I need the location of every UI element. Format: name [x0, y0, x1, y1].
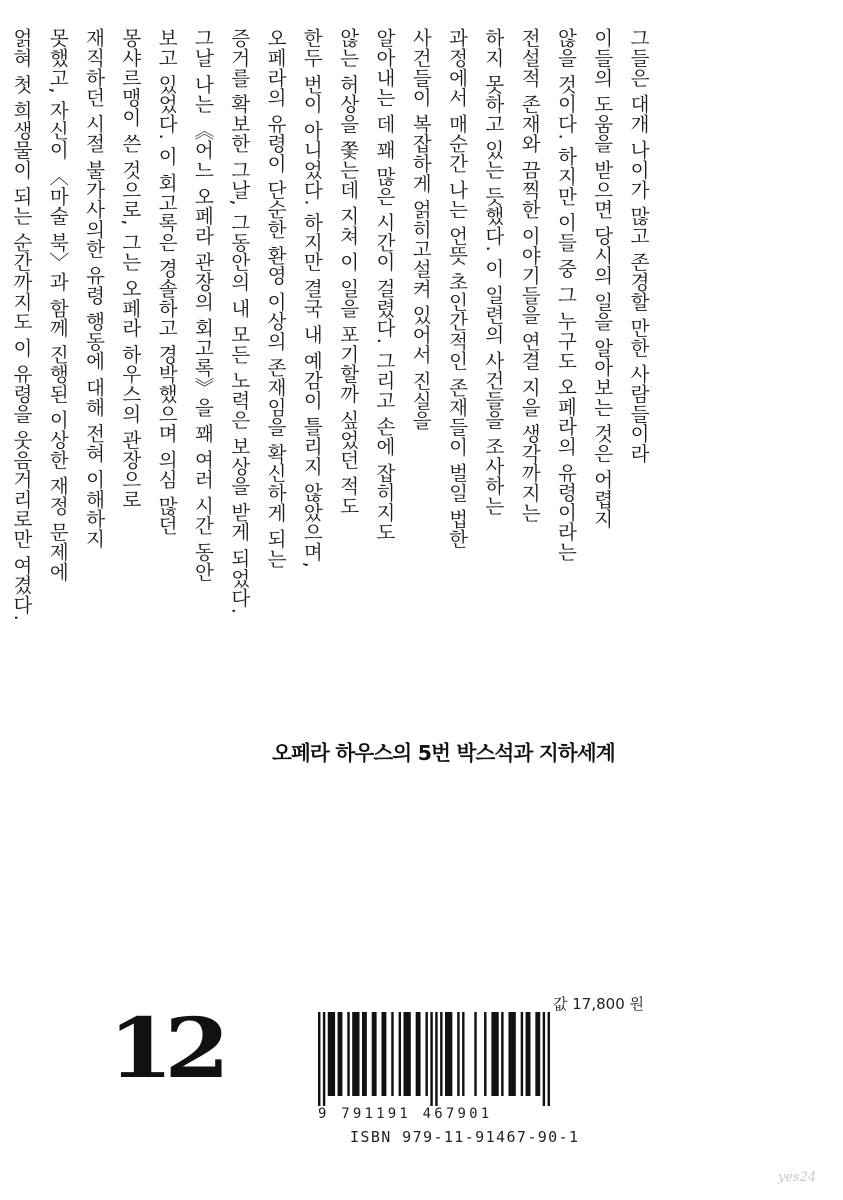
barcode-bar: [403, 1012, 410, 1096]
body-text-line: 얽혀 첫 희생물이 되는 순간까지도 이 유령을 웃음거리로만 여겼다.: [9, 28, 33, 622]
barcode-bar: [457, 1012, 459, 1096]
isbn-number: ISBN 979-11-91467-90-1: [350, 1128, 580, 1146]
yes24-watermark: yes24: [778, 1170, 817, 1185]
body-text-line: 증거를 확보한 그날, 그동안의 내 모든 노력은 보상을 받게 되었다.: [227, 28, 251, 615]
body-text-line: 알아내는 데 꽤 많은 시간이 걸렸다. 그리고 손에 잡히지도: [372, 28, 396, 542]
body-text-line: 한두 번이 아니었다. 하지만 결국 내 예감이 틀리지 않았으며,: [300, 28, 324, 569]
barcode-bar: [391, 1012, 393, 1096]
barcode-bar: [526, 1012, 531, 1096]
body-text-line: 과정에서 매순간 나는 언뜻 초인간적인 존재들이 벌일 법한: [445, 28, 469, 549]
barcode-bar: [362, 1012, 367, 1096]
body-text-line: 전설적 존재와 끔찍한 이야기들을 연결 지을 생각까지는: [518, 28, 542, 523]
barcode-bar: [416, 1012, 421, 1096]
book-subtitle: 오페라 하우스의 5번 박스석과 지하세계: [272, 741, 615, 765]
barcode-bar: [435, 1012, 437, 1106]
barcode-bar: [521, 1012, 523, 1096]
barcode-bar: [535, 1012, 540, 1096]
barcode-bar: [474, 1012, 476, 1096]
barcode-bar: [323, 1012, 325, 1106]
barcode-bar: [352, 1012, 359, 1096]
barcode-bar: [501, 1012, 503, 1096]
barcode-bar: [440, 1012, 442, 1096]
barcode-digits: 9 791191 467901: [318, 1106, 493, 1122]
barcode-bar: [484, 1012, 486, 1096]
barcode-bar: [491, 1012, 498, 1096]
barcode-bar: [543, 1012, 545, 1106]
barcode-bar: [430, 1012, 432, 1106]
barcode-bar: [372, 1012, 377, 1096]
body-text-line: 몽샤르맹이 쓴 것으로, 그는 오페라 하우스의 관장으로: [118, 28, 142, 510]
barcode-bar: [508, 1012, 515, 1096]
volume-number: 12: [108, 1001, 221, 1097]
body-text-line: 오페라의 유령이 단순한 환영 이상의 존재임을 확신하게 되는: [264, 28, 288, 569]
barcode-bar: [445, 1012, 452, 1096]
barcode-bar: [318, 1012, 320, 1106]
barcode-bar: [338, 1012, 343, 1096]
barcode-bar: [328, 1012, 335, 1096]
barcode-bar: [347, 1012, 349, 1096]
body-text-line: 사건들이 복잡하게 얽히고설켜 있어서 진실을: [409, 28, 433, 431]
barcode-bar: [548, 1012, 550, 1106]
body-text-line: 재직하던 시절 불가사의한 유령 행동에 대해 전혀 이해하지: [82, 28, 106, 549]
body-text-line: 하지 못하고 있는 듯했다. 이 일련의 사건들을 조사하는: [481, 28, 505, 516]
barcode-bar: [399, 1012, 401, 1096]
body-text-line: 그날 나는 《어느 오페라 관장의 회고록》을 꽤 여러 시간 동안: [191, 28, 215, 582]
barcode-bar: [381, 1012, 386, 1096]
back-cover-body-text: [9, 28, 656, 622]
body-text-line: 못했고, 자신이 〈마술 북〉과 함께 진행된 이상한 재정 문제에: [46, 28, 70, 582]
body-text-line: 않는 허상을 쫓는데 지쳐 이 일을 포기할까 싶었던 적도: [336, 28, 360, 516]
body-text-line: 그들은 대개 나이가 많고 존경할 만한 사람들이라: [627, 28, 650, 463]
barcode-bar: [425, 1012, 427, 1096]
price-label: 값 17,800 원: [553, 995, 645, 1013]
barcode-bar: [462, 1012, 464, 1096]
body-text-line: 보고 있었다. 이 회고록은 경솔하고 경박했으며 의심 많던: [155, 28, 179, 536]
body-text-line: 않을 것이다. 하지만 이들 중 그 누구도 오페라의 유령이라는: [554, 28, 578, 562]
body-text-line: 이들의 도움을 받으면 당시의 일을 알아보는 것은 어렵지: [590, 28, 614, 529]
